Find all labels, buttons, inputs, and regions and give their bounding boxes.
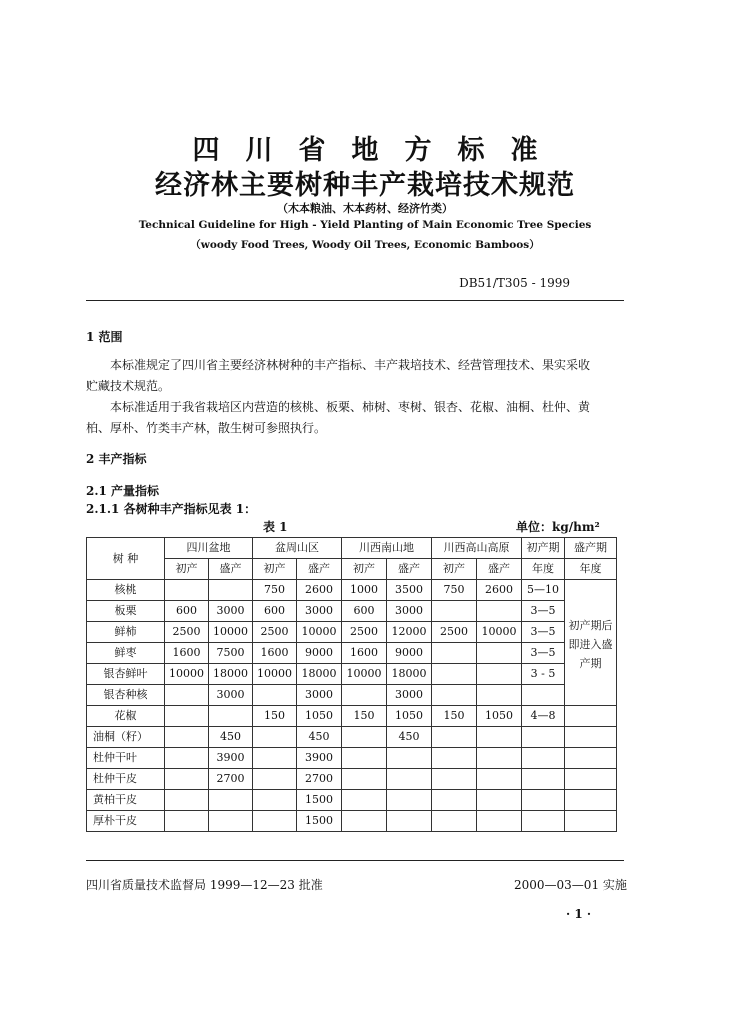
init-period-years xyxy=(522,727,565,748)
effective-date: 2000—03—01 实施 xyxy=(514,878,627,892)
yield-value xyxy=(209,580,253,601)
yield-value: 3000 xyxy=(209,685,253,706)
empty-cell xyxy=(565,706,617,727)
species-name: 黄柏干皮 xyxy=(87,790,165,811)
table-row xyxy=(87,664,617,685)
init-period-years xyxy=(522,685,565,706)
yield-value: 600 xyxy=(253,601,297,622)
yield-value xyxy=(342,790,387,811)
species-name: 杜仲干皮 xyxy=(87,769,165,790)
yield-value: 600 xyxy=(165,601,209,622)
footer-divider xyxy=(86,860,624,861)
subheader-init: 初产 xyxy=(342,559,387,580)
yield-value: 18000 xyxy=(209,664,253,685)
subheader-year: 年度 xyxy=(522,559,565,580)
yield-value: 750 xyxy=(253,580,297,601)
yield-value xyxy=(165,685,209,706)
yield-value: 150 xyxy=(432,706,477,727)
section-1-title: 1 范围 xyxy=(86,330,123,344)
yield-value: 10000 xyxy=(342,664,387,685)
section-1-para-2-line-1: 本标准适用于我省栽培区内营造的核桃、板栗、柿树、枣树、银杏、花椒、油桐、杜仲、黄 xyxy=(110,400,591,414)
yield-value: 1050 xyxy=(387,706,432,727)
yield-value xyxy=(477,664,522,685)
yield-value: 450 xyxy=(209,727,253,748)
yield-value xyxy=(432,664,477,685)
yield-value: 3000 xyxy=(297,685,342,706)
yield-value: 9000 xyxy=(387,643,432,664)
standard-number: DB51/T305 - 1999 xyxy=(459,276,570,290)
yield-value: 1500 xyxy=(297,790,342,811)
yield-value: 10000 xyxy=(209,622,253,643)
species-name: 厚朴干皮 xyxy=(87,811,165,832)
yield-value: 450 xyxy=(297,727,342,748)
yield-value: 750 xyxy=(432,580,477,601)
yield-value: 1500 xyxy=(297,811,342,832)
species-name: 鲜枣 xyxy=(87,643,165,664)
yield-value xyxy=(477,748,522,769)
yield-value: 3900 xyxy=(209,748,253,769)
yield-value: 2700 xyxy=(297,769,342,790)
table-row xyxy=(87,769,617,790)
yield-value xyxy=(209,790,253,811)
yield-value xyxy=(342,748,387,769)
yield-value xyxy=(477,643,522,664)
yield-value xyxy=(387,790,432,811)
table-row xyxy=(87,811,617,832)
table-header-row xyxy=(87,538,617,559)
subheader-peak: 盛产 xyxy=(387,559,432,580)
yield-value xyxy=(387,769,432,790)
empty-cell xyxy=(565,811,617,832)
yield-value: 10000 xyxy=(297,622,342,643)
header-region: 四川盆地 xyxy=(165,538,253,559)
yield-value: 18000 xyxy=(387,664,432,685)
section-2-title: 2 丰产指标 xyxy=(86,452,147,466)
yield-value: 3000 xyxy=(387,601,432,622)
peak-period-note: 初产期后即进入盛产期 xyxy=(565,580,617,706)
species-name: 银杏种核 xyxy=(87,685,165,706)
yield-value: 1600 xyxy=(253,643,297,664)
yield-value xyxy=(253,685,297,706)
yield-value xyxy=(165,769,209,790)
subheader-init: 初产 xyxy=(165,559,209,580)
table-row xyxy=(87,643,617,664)
subheader-peak: 盛产 xyxy=(297,559,342,580)
header-divider xyxy=(86,300,624,301)
yield-value: 7500 xyxy=(209,643,253,664)
yield-value: 1050 xyxy=(477,706,522,727)
table-row xyxy=(87,727,617,748)
yield-value xyxy=(432,643,477,664)
yield-value: 18000 xyxy=(297,664,342,685)
section-2-1-1-text: 2.1.1 各树种丰产指标见表 1： xyxy=(86,502,257,516)
yield-value xyxy=(477,685,522,706)
subtitle-scope: （木本粮油、木本药材、经济竹类） xyxy=(277,202,453,215)
yield-value: 10000 xyxy=(165,664,209,685)
yield-table xyxy=(86,537,617,832)
subheader-peak: 盛产 xyxy=(477,559,522,580)
init-period-years: 3 - 5 xyxy=(522,664,565,685)
yield-value xyxy=(477,769,522,790)
yield-value xyxy=(432,790,477,811)
yield-value: 600 xyxy=(342,601,387,622)
section-1-para-2-line-2: 柏、厚朴、竹类丰产林，散生树可参照执行。 xyxy=(86,421,327,435)
page-number: · 1 · xyxy=(566,907,592,921)
subheader-init: 初产 xyxy=(253,559,297,580)
yield-value: 1600 xyxy=(342,643,387,664)
yield-value xyxy=(165,811,209,832)
yield-value xyxy=(209,811,253,832)
table-row xyxy=(87,706,617,727)
table-caption: 表 1 xyxy=(263,520,288,534)
yield-value xyxy=(253,790,297,811)
subheader-init: 初产 xyxy=(432,559,477,580)
yield-value xyxy=(253,769,297,790)
table-unit: 单位：kg/hm² xyxy=(516,520,600,534)
yield-value: 2700 xyxy=(209,769,253,790)
yield-value xyxy=(165,790,209,811)
header-init-period: 初产期 xyxy=(522,538,565,559)
init-period-years xyxy=(522,790,565,811)
yield-value xyxy=(432,727,477,748)
yield-value xyxy=(387,811,432,832)
table-row xyxy=(87,685,617,706)
subheader-peak: 盛产 xyxy=(209,559,253,580)
header-species: 树 种 xyxy=(87,538,165,580)
yield-value xyxy=(165,706,209,727)
species-name: 鲜柿 xyxy=(87,622,165,643)
species-name: 核桃 xyxy=(87,580,165,601)
species-name: 板栗 xyxy=(87,601,165,622)
yield-value xyxy=(342,769,387,790)
english-title: Technical Guideline for High - Yield Planting of Main Economic Tree Species xyxy=(138,219,592,231)
yield-value: 10000 xyxy=(477,622,522,643)
yield-value: 10000 xyxy=(253,664,297,685)
yield-value: 2600 xyxy=(297,580,342,601)
subheader-year: 年度 xyxy=(565,559,617,580)
yield-value xyxy=(253,727,297,748)
table-subheader-row xyxy=(87,559,617,580)
empty-cell xyxy=(565,748,617,769)
table-row xyxy=(87,622,617,643)
yield-value: 3500 xyxy=(387,580,432,601)
yield-value: 9000 xyxy=(297,643,342,664)
yield-value xyxy=(477,727,522,748)
yield-value: 3000 xyxy=(209,601,253,622)
header-region: 盆周山区 xyxy=(253,538,342,559)
english-subtitle: （woody Food Trees, Woody Oil Trees, Economic Bamboos） xyxy=(190,239,540,251)
yield-value xyxy=(432,685,477,706)
yield-value xyxy=(165,748,209,769)
init-period-years: 4—8 xyxy=(522,706,565,727)
yield-value: 2500 xyxy=(253,622,297,643)
empty-cell xyxy=(565,769,617,790)
yield-value: 450 xyxy=(387,727,432,748)
header-region: 川西南山地 xyxy=(342,538,432,559)
init-period-years: 5—10 xyxy=(522,580,565,601)
document-subtitle: 经济林主要树种丰产栽培技术规范 xyxy=(155,170,575,201)
yield-value: 3900 xyxy=(297,748,342,769)
table-row xyxy=(87,580,617,601)
yield-value: 12000 xyxy=(387,622,432,643)
yield-value xyxy=(477,790,522,811)
table-row xyxy=(87,601,617,622)
yield-value xyxy=(209,706,253,727)
init-period-years: 3—5 xyxy=(522,622,565,643)
init-period-years xyxy=(522,769,565,790)
table-row xyxy=(87,748,617,769)
species-name: 花椒 xyxy=(87,706,165,727)
table-row xyxy=(87,790,617,811)
yield-value: 1600 xyxy=(165,643,209,664)
species-name: 杜仲干叶 xyxy=(87,748,165,769)
yield-value xyxy=(477,811,522,832)
header-region: 川西高山高原 xyxy=(432,538,522,559)
approval-info: 四川省质量技术监督局 1999—12—23 批准 xyxy=(86,878,323,892)
yield-value xyxy=(342,811,387,832)
yield-value: 150 xyxy=(253,706,297,727)
yield-value: 2600 xyxy=(477,580,522,601)
yield-value xyxy=(432,748,477,769)
yield-value: 3000 xyxy=(297,601,342,622)
yield-value: 2500 xyxy=(342,622,387,643)
yield-value xyxy=(432,811,477,832)
species-name: 油桐（籽） xyxy=(87,727,165,748)
section-2-1-title: 2.1 产量指标 xyxy=(86,484,160,498)
yield-value xyxy=(387,748,432,769)
header-peak-period: 盛产期 xyxy=(565,538,617,559)
section-1-para-1-line-2: 贮藏技术规范。 xyxy=(86,379,171,393)
yield-value xyxy=(253,811,297,832)
yield-value xyxy=(342,727,387,748)
init-period-years: 3—5 xyxy=(522,601,565,622)
yield-value: 3000 xyxy=(387,685,432,706)
yield-value xyxy=(342,685,387,706)
empty-cell xyxy=(565,790,617,811)
yield-value: 1000 xyxy=(342,580,387,601)
yield-value: 2500 xyxy=(432,622,477,643)
empty-cell xyxy=(565,727,617,748)
yield-value: 150 xyxy=(342,706,387,727)
init-period-years: 3—5 xyxy=(522,643,565,664)
yield-value xyxy=(432,601,477,622)
page-title: 四川省地方标准 xyxy=(192,135,564,166)
init-period-years xyxy=(522,811,565,832)
yield-value xyxy=(165,727,209,748)
species-name: 银杏鲜叶 xyxy=(87,664,165,685)
yield-value xyxy=(477,601,522,622)
yield-value xyxy=(432,769,477,790)
yield-value: 2500 xyxy=(165,622,209,643)
yield-value xyxy=(253,748,297,769)
section-1-para-1-line-1: 本标准规定了四川省主要经济林树种的丰产指标、丰产栽培技术、经营管理技术、果实采收 xyxy=(110,358,591,372)
yield-value xyxy=(165,580,209,601)
yield-value: 1050 xyxy=(297,706,342,727)
init-period-years xyxy=(522,748,565,769)
